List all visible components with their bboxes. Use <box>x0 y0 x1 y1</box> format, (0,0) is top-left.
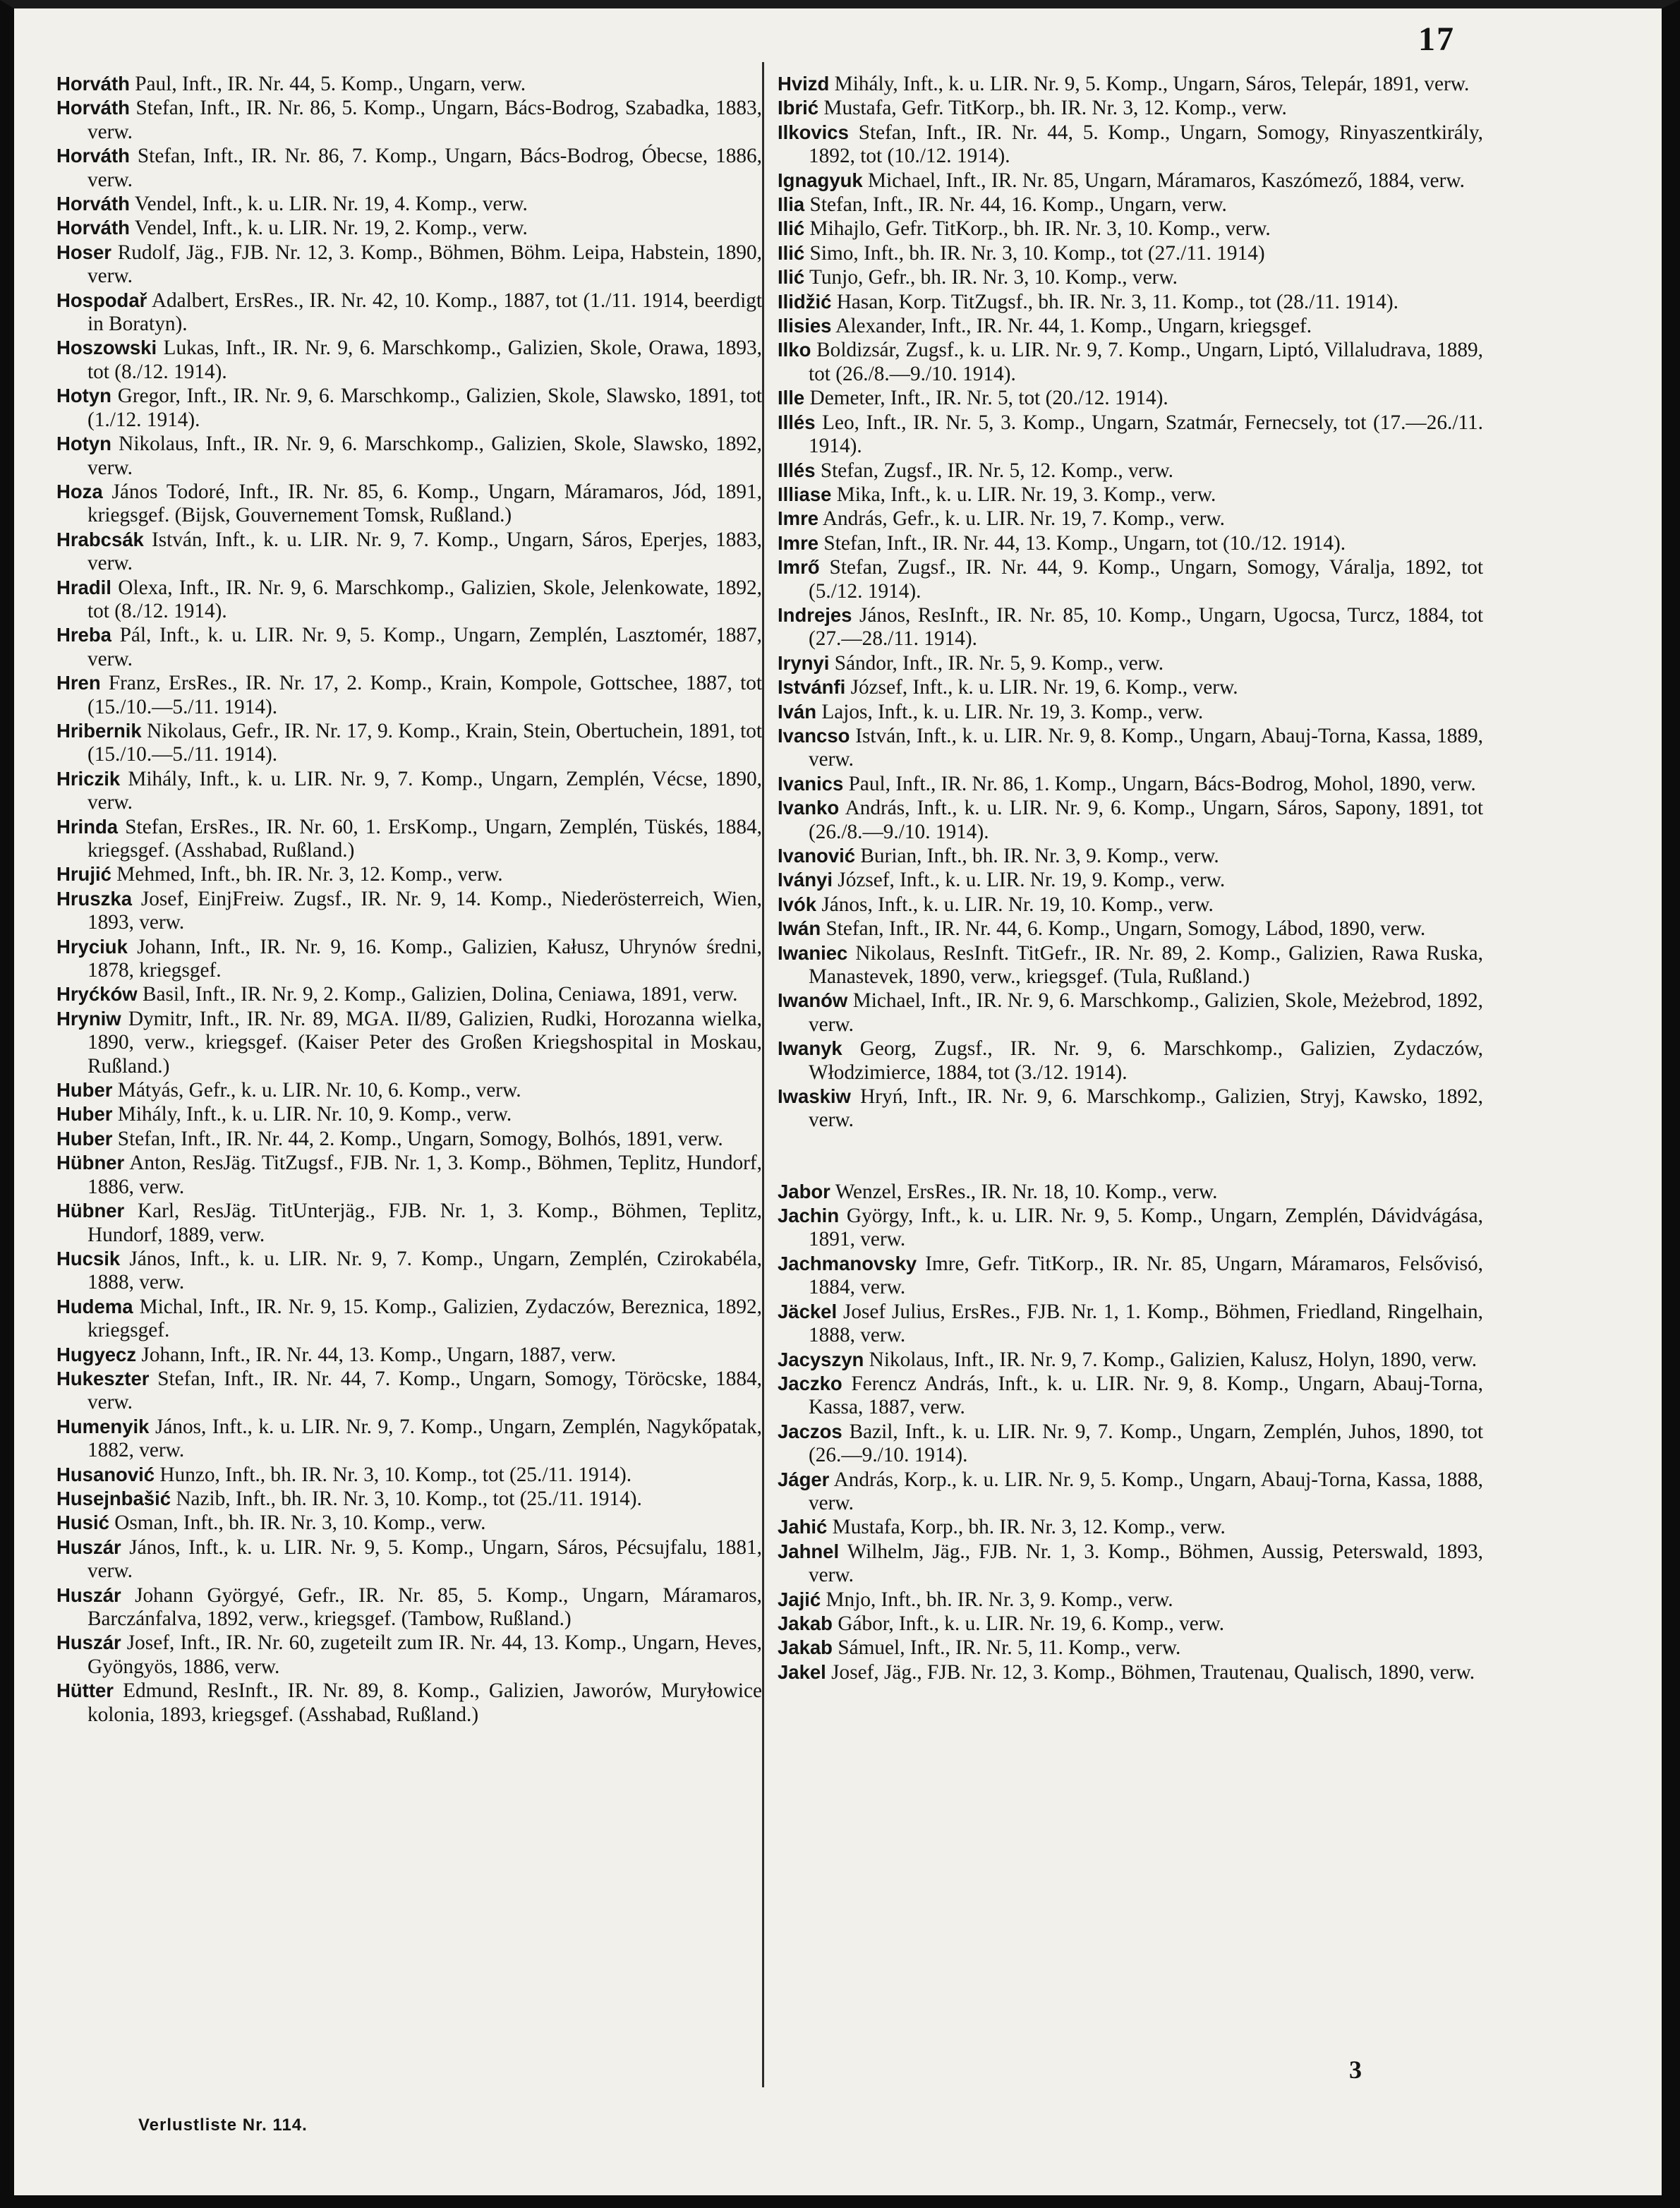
entry-surname: Hrinda <box>56 815 119 838</box>
entry-details: Ferencz András, Inft., k. u. LIR. Nr. 9, 8. Komp., Ungarn, Abauj-Torna, Kassa, 1887, verw. <box>809 1372 1484 1419</box>
entry-details: Nikolaus, Gefr., IR. Nr. 17, 9. Komp., Krain, Stein, Obertuchein, 1891, tot (15./10.—5./11. 1914). <box>87 719 762 766</box>
entry-details: Demeter, Inft., IR. Nr. 5, tot (20./12. 1914). <box>809 387 1168 410</box>
footer-note: Verlustliste Nr. 114. <box>138 2116 308 2135</box>
entry-surname: Illés <box>778 411 816 433</box>
list-entry <box>56 1295 762 1343</box>
entry-surname: Hrabcsák <box>56 528 144 550</box>
list-entry <box>56 1583 762 1631</box>
list-entry <box>778 507 1483 531</box>
entry-surname: Hütter <box>56 1679 114 1702</box>
entry-details: Rudolf, Jäg., FJB. Nr. 12, 3. Komp., Böhmen, Böhm. Leipa, Habstein, 1890, verw. <box>87 241 763 288</box>
entry-details: Mihály, Inft., k. u. LIR. Nr. 9, 7. Komp., Ungarn, Zemplén, Vécse, 1890, verw. <box>87 767 762 814</box>
entry-details: Mehmed, Inft., bh. IR. Nr. 3, 12. Komp., verw. <box>116 863 503 886</box>
entry-details: Bazil, Inft., k. u. LIR. Nr. 9, 7. Komp., Ungarn, Zemplén, Juhos, 1890, tot (26.—9./10. 1914). <box>809 1420 1483 1467</box>
list-entry <box>56 216 762 240</box>
entry-surname: Hvizd <box>778 73 830 95</box>
entry-surname: Imrő <box>778 556 820 579</box>
entry-details: János Todoré, Inft., IR. Nr. 85, 6. Komp., Ungarn, Máramaros, Jód, 1891, kriegsgef. (Bijsk, Gouvernement Tomsk, Rußland.) <box>87 480 762 527</box>
list-entry <box>778 459 1483 483</box>
entry-surname: Iwaniec <box>778 941 848 964</box>
entry-surname: Jakel <box>778 1660 826 1683</box>
entry-surname: Husić <box>56 1512 109 1534</box>
entry-details: Mátyás, Gefr., k. u. LIR. Nr. 10, 6. Komp., verw. <box>117 1079 521 1102</box>
entry-details: Paul, Inft., IR. Nr. 86, 1. Komp., Ungarn, Bács-Bodrog, Mohol, 1890, verw. <box>848 772 1476 795</box>
entry-details: Olexa, Inft., IR. Nr. 9, 6. Marschkomp., Galizien, Skole, Jelenkowate, 1892, tot (8./12. 1914). <box>87 576 762 622</box>
entry-surname: Iwanów <box>778 989 848 1012</box>
list-entry <box>778 1252 1483 1300</box>
entry-details: András, Gefr., k. u. LIR. Nr. 19, 7. Komp., verw. <box>822 507 1225 531</box>
entry-details: Stefan, Inft., IR. Nr. 44, 13. Komp., Ungarn, tot (10./12. 1914). <box>823 531 1346 555</box>
entry-surname: Iwanyk <box>778 1037 842 1060</box>
entry-details: György, Inft., k. u. LIR. Nr. 9, 5. Komp., Ungarn, Zemplén, Dávidvágása, 1891, verw. <box>809 1205 1483 1251</box>
entry-details: János, Inft., k. u. LIR. Nr. 9, 5. Komp., Ungarn, Sáros, Pécsujfalu, 1881, verw. <box>87 1536 763 1583</box>
entry-surname: Hryćków <box>56 983 138 1006</box>
entry-surname: Horváth <box>56 73 130 95</box>
entry-details: Johann, Inft., IR. Nr. 44, 13. Komp., Ungarn, 1887, verw. <box>141 1343 617 1366</box>
entry-surname: Hryciuk <box>56 935 128 958</box>
list-entry <box>56 623 762 671</box>
entry-surname: Jahić <box>778 1516 828 1538</box>
list-entry <box>778 989 1483 1037</box>
list-entry <box>778 555 1483 603</box>
list-entry <box>56 1102 762 1126</box>
entry-surname: Jajić <box>778 1588 821 1610</box>
entry-details: János, Inft., k. u. LIR. Nr. 19, 10. Komp., verw. <box>821 893 1214 916</box>
entry-details: Mustafa, Gefr. TitKorp., bh. IR. Nr. 3, 12. Komp., verw. <box>823 97 1287 120</box>
entry-surname: Ilko <box>778 339 811 361</box>
list-entry <box>56 862 762 886</box>
list-entry <box>56 767 762 815</box>
entry-surname: Ilkovics <box>778 121 849 143</box>
right-column-bottom <box>778 1180 1483 1685</box>
entry-surname: Jakab <box>778 1612 833 1634</box>
list-entry <box>778 241 1483 265</box>
entry-surname: Hreba <box>56 624 111 646</box>
entry-details: András, Inft., k. u. LIR. Nr. 9, 6. Komp., Ungarn, Sáros, Sapony, 1891, tot (26./8.—9./10. 1914). <box>809 797 1483 843</box>
list-entry <box>778 1540 1483 1588</box>
list-entry <box>778 290 1483 314</box>
list-entry <box>56 336 762 384</box>
section-gap <box>778 1133 1483 1156</box>
list-entry <box>778 1085 1483 1133</box>
entry-details: Sándor, Inft., IR. Nr. 5, 9. Komp., verw. <box>834 651 1164 675</box>
list-entry <box>56 384 762 432</box>
entry-details: Mnjo, Inft., bh. IR. Nr. 3, 9. Komp., verw. <box>826 1588 1173 1611</box>
section-gap <box>778 1156 1483 1179</box>
entry-surname: Husejnbašić <box>56 1487 171 1509</box>
list-entry <box>778 893 1483 917</box>
list-entry <box>778 1300 1483 1348</box>
entry-details: Karl, ResJäg. TitUnterjäg., FJB. Nr. 1, 3. Komp., Böhmen, Teplitz, Hundorf, 1889, verw. <box>87 1200 763 1246</box>
entry-details: Simo, Inft., bh. IR. Nr. 3, 10. Komp., tot (27./11. 1914) <box>809 241 1265 265</box>
entry-surname: Hotyn <box>56 433 111 455</box>
entry-surname: Hoza <box>56 480 103 502</box>
entry-surname: Huszár <box>56 1536 121 1558</box>
entry-details: Imre, Gefr. TitKorp., IR. Nr. 85, Ungarn, Máramaros, Felsővisó, 1884, verw. <box>809 1252 1484 1299</box>
entry-surname: Hren <box>56 672 101 694</box>
entry-details: Wilhelm, Jäg., FJB. Nr. 1, 3. Komp., Böhmen, Aussig, Peterswald, 1893, verw. <box>809 1540 1484 1587</box>
list-entry <box>778 338 1483 386</box>
entry-surname: Ivanko <box>778 797 840 819</box>
entry-surname: Hucsik <box>56 1247 121 1269</box>
list-entry <box>778 844 1483 868</box>
entry-surname: Iwán <box>778 917 821 940</box>
entry-details: Josef, Inft., IR. Nr. 60, zugeteilt zum IR. Nr. 44, 13. Komp., Ungarn, Heves, Gyöngyös, 1886, verw. <box>87 1631 763 1678</box>
entry-surname: Ivancso <box>778 724 850 747</box>
entry-details: Adalbert, ErsRes., IR. Nr. 42, 10. Komp., 1887, tot (1./11. 1914, beerdigt in Boratyn). <box>87 289 762 336</box>
entry-surname: Horváth <box>56 217 130 239</box>
entry-details: Franz, ErsRes., IR. Nr. 17, 2. Komp., Krain, Kompole, Gottschee, 1887, tot (15./10.—5./11. 1914). <box>87 672 762 718</box>
entry-details: Mihajlo, Gefr. TitKorp., bh. IR. Nr. 3, 10. Komp., verw. <box>809 217 1271 241</box>
list-entry <box>778 169 1483 193</box>
list-entry <box>778 1468 1483 1516</box>
entry-surname: Jabor <box>778 1180 830 1202</box>
list-entry <box>778 1588 1483 1612</box>
list-entry <box>778 603 1483 651</box>
entry-details: István, Inft., k. u. LIR. Nr. 9, 7. Komp., Ungarn, Sáros, Eperjes, 1883, verw. <box>87 528 763 575</box>
entry-details: Hryń, Inft., IR. Nr. 9, 6. Marschkomp., Galizien, Stryj, Kawsko, 1892, verw. <box>809 1085 1483 1132</box>
entry-details: Tunjo, Gefr., bh. IR. Nr. 3, 10. Komp., verw. <box>809 266 1178 289</box>
entry-details: Stefan, Inft., IR. Nr. 86, 5. Komp., Ungarn, Bács-Bodrog, Szabadka, 1883, verw. <box>87 97 763 143</box>
entry-details: Hasan, Korp. TitZugsf., bh. IR. Nr. 3, 11. Komp., tot (28./11. 1914). <box>836 290 1398 313</box>
list-entry <box>56 1415 762 1463</box>
entry-details: Gábor, Inft., k. u. LIR. Nr. 19, 6. Komp., verw. <box>838 1612 1225 1635</box>
entry-details: Burian, Inft., bh. IR. Nr. 3, 9. Komp., verw. <box>860 845 1219 867</box>
entry-surname: Iwaskiw <box>778 1085 851 1108</box>
entry-surname: Hotyn <box>56 385 111 407</box>
list-entry <box>778 121 1483 169</box>
entry-details: János, Inft., k. u. LIR. Nr. 9, 7. Komp., Ungarn, Zemplén, Czirokabéla, 1888, verw. <box>87 1247 762 1294</box>
list-entry <box>778 1180 1483 1204</box>
entry-surname: Indrejes <box>778 603 852 626</box>
entry-surname: Jachmanovsky <box>778 1252 917 1274</box>
list-entry <box>56 528 762 576</box>
list-entry <box>56 887 762 935</box>
list-entry <box>56 576 762 624</box>
entry-surname: Ivanović <box>778 845 856 867</box>
entry-details: Leo, Inft., IR. Nr. 5, 3. Komp., Ungarn, Szatmár, Fernecsely, tot (17.—26./11. 1914). <box>809 411 1483 458</box>
entry-surname: Hoser <box>56 241 111 263</box>
list-entry <box>56 96 762 144</box>
entry-details: Mika, Inft., k. u. LIR. Nr. 19, 3. Komp., verw. <box>836 483 1216 506</box>
entry-details: Stefan, Inft., IR. Nr. 44, 6. Komp., Ungarn, Somogy, Lábod, 1890, verw. <box>826 917 1426 941</box>
list-entry <box>56 671 762 719</box>
entry-details: Dymitr, Inft., IR. Nr. 89, MGA. II/89, Galizien, Rudki, Horozanna wielka, 1890, verw., kriegsgef. (Kaiser Peter des Großen Kriegshospital in Moskau, Rußland.) <box>87 1007 762 1078</box>
entry-details: Paul, Inft., IR. Nr. 44, 5. Komp., Ungarn, verw. <box>135 73 526 95</box>
entry-details: Pál, Inft., k. u. LIR. Nr. 9, 5. Komp., Ungarn, Zemplén, Lasztomér, 1887, verw. <box>87 624 762 670</box>
entry-details: Michal, Inft., IR. Nr. 9, 15. Komp., Galizien, Zydaczów, Bereznica, 1892, kriegsgef. <box>87 1295 762 1342</box>
right-column-top <box>778 72 1483 1133</box>
entry-details: Basil, Inft., IR. Nr. 9, 2. Komp., Galizien, Dolina, Ceniawa, 1891, verw. <box>142 983 738 1006</box>
list-entry <box>56 1247 762 1295</box>
entry-details: Boldizsár, Zugsf., k. u. LIR. Nr. 9, 7. Komp., Ungarn, Liptó, Villaludrava, 1889, tot (26./8.—9./10. 1914). <box>809 339 1483 385</box>
entry-details: Alexander, Inft., IR. Nr. 44, 1. Komp., Ungarn, kriegsgef. <box>835 315 1312 338</box>
list-entry <box>56 480 762 528</box>
entry-surname: Ilisies <box>778 315 832 337</box>
list-entry <box>56 1511 762 1535</box>
entry-details: Gregor, Inft., IR. Nr. 9, 6. Marschkomp., Galizien, Skole, Slawsko, 1891, tot (1./12. 1914). <box>87 385 762 431</box>
list-entry <box>56 1343 762 1367</box>
list-entry <box>56 1631 762 1679</box>
list-entry <box>56 1127 762 1151</box>
list-entry <box>56 1367 762 1415</box>
entry-surname: Illiase <box>778 483 832 505</box>
list-entry <box>56 432 762 480</box>
entry-surname: Hübner <box>56 1200 125 1222</box>
list-entry <box>778 411 1483 459</box>
list-entry <box>778 772 1483 796</box>
entry-details: Nazib, Inft., bh. IR. Nr. 3, 10. Komp., tot (25./11. 1914). <box>176 1487 642 1510</box>
entry-details: Georg, Zugsf., IR. Nr. 9, 6. Marschkomp., Galizien, Zydaczów, Włodzimierce, 1884, tot (3./12. 1914). <box>809 1037 1483 1084</box>
list-entry <box>56 192 762 216</box>
entry-surname: Huber <box>56 1103 113 1126</box>
entry-surname: Hospodař <box>56 289 147 311</box>
entry-surname: Hudema <box>56 1295 133 1317</box>
entry-surname: Hradil <box>56 576 111 598</box>
entry-surname: Ibrić <box>778 97 819 119</box>
list-entry <box>778 1204 1483 1252</box>
entry-details: Vendel, Inft., k. u. LIR. Nr. 19, 4. Komp., verw. <box>134 193 528 216</box>
entry-details: János, Inft., k. u. LIR. Nr. 9, 7. Komp., Ungarn, Zemplén, Nagykőpatak, 1882, verw. <box>87 1415 762 1462</box>
entry-details: Edmund, ResInft., IR. Nr. 89, 8. Komp., Galizien, Jaworów, Muryłowice kolonia, 1893, kriegsgef. (Asshabad, Rußland.) <box>87 1679 762 1726</box>
entry-surname: Jakab <box>778 1636 833 1659</box>
list-entry <box>778 917 1483 941</box>
entry-details: Stefan, Inft., IR. Nr. 44, 5. Komp., Ungarn, Somogy, Rinyaszentkirály, 1892, tot (10./12. 1914). <box>809 121 1484 168</box>
entry-surname: Jäckel <box>778 1300 838 1322</box>
entry-surname: Hriczik <box>56 767 121 790</box>
list-entry <box>778 796 1483 844</box>
entry-details: Michael, Inft., IR. Nr. 9, 6. Marschkomp., Galizien, Skole, Meżebrod, 1892, verw. <box>809 989 1483 1036</box>
list-entry <box>778 72 1483 96</box>
list-entry <box>778 1348 1483 1372</box>
entry-details: András, Korp., k. u. LIR. Nr. 9, 5. Komp., Ungarn, Abauj-Torna, Kassa, 1888, verw. <box>809 1468 1483 1514</box>
entry-details: József, Inft., k. u. LIR. Nr. 19, 9. Komp., verw. <box>838 869 1226 892</box>
list-entry <box>778 314 1483 338</box>
list-entry <box>778 531 1483 555</box>
entry-details: Josef Julius, ErsRes., FJB. Nr. 1, 1. Komp., Böhmen, Friedland, Ringelhain, 1888, verw. <box>809 1300 1483 1347</box>
entry-surname: Ignagyuk <box>778 169 863 191</box>
entry-details: Nikolaus, Inft., IR. Nr. 9, 6. Marschkomp., Galizien, Skole, Slawsko, 1892, verw. <box>87 433 763 479</box>
entry-surname: Hübner <box>56 1152 125 1174</box>
entry-surname: Huszár <box>56 1583 121 1606</box>
list-entry <box>778 868 1483 892</box>
entry-surname: Ille <box>778 387 805 409</box>
list-entry <box>778 1372 1483 1420</box>
list-entry <box>56 815 762 863</box>
entry-surname: Hryniw <box>56 1007 121 1030</box>
entry-details: István, Inft., k. u. LIR. Nr. 9, 8. Komp., Ungarn, Abauj-Torna, Kassa, 1889, verw. <box>809 724 1484 771</box>
entry-surname: Ivanics <box>778 772 844 795</box>
list-entry <box>778 675 1483 699</box>
entry-details: Stefan, Zugsf., IR. Nr. 44, 9. Komp., Ungarn, Somogy, Váralja, 1892, tot (5./12. 1914). <box>809 556 1483 603</box>
entry-details: Stefan, Inft., IR. Nr. 44, 2. Komp., Ungarn, Somogy, Bolhós, 1891, verw. <box>117 1127 723 1150</box>
entry-surname: Imre <box>778 531 819 554</box>
entry-surname: Iványi <box>778 869 833 891</box>
entry-surname: Horváth <box>56 145 130 167</box>
list-entry <box>56 289 762 337</box>
list-entry <box>56 1679 762 1727</box>
list-entry <box>778 1636 1483 1660</box>
entry-surname: Illés <box>778 459 816 481</box>
list-entry <box>56 144 762 192</box>
entry-details: Josef, Jäg., FJB. Nr. 12, 3. Komp., Böhmen, Trautenau, Qualisch, 1890, verw. <box>831 1660 1475 1684</box>
entry-details: Stefan, Inft., IR. Nr. 86, 7. Komp., Ungarn, Bács-Bodrog, Óbecse, 1886, verw. <box>87 145 763 191</box>
entry-surname: Ivók <box>778 893 817 915</box>
entry-surname: Hribernik <box>56 719 142 742</box>
list-entry <box>778 386 1483 410</box>
entry-details: Johann, Inft., IR. Nr. 9, 16. Komp., Galizien, Kałusz, Uhrynów średni, 1878, kriegsgef. <box>87 935 762 982</box>
entry-details: Nikolaus, Inft., IR. Nr. 9, 7. Komp., Galizien, Kalusz, Holyn, 1890, verw. <box>869 1348 1477 1371</box>
entry-details: Nikolaus, ResInft. TitGefr., IR. Nr. 89, 2. Komp., Galizien, Rawa Ruska, Manastevek, 1890, verw., kriegsgef. (Tula, Rußland.) <box>809 941 1483 989</box>
column-divider <box>762 62 764 2087</box>
entry-surname: Jaczos <box>778 1420 842 1442</box>
entry-details: Lajos, Inft., k. u. LIR. Nr. 19, 3. Komp., verw. <box>821 700 1204 723</box>
entry-surname: Iván <box>778 700 817 723</box>
list-entry <box>56 1487 762 1511</box>
entry-surname: Hrujić <box>56 863 111 886</box>
list-entry <box>778 1420 1483 1468</box>
entry-details: Anton, ResJäg. TitZugsf., FJB. Nr. 1, 3. Komp., Böhmen, Teplitz, Hundorf, 1886, verw. <box>87 1152 762 1198</box>
list-entry <box>778 483 1483 507</box>
list-entry <box>56 241 762 289</box>
entry-surname: Huber <box>56 1127 113 1150</box>
entry-surname: Ilić <box>778 241 805 264</box>
list-entry <box>56 982 762 1006</box>
list-entry <box>56 719 762 767</box>
list-entry <box>778 724 1483 772</box>
entry-details: János, ResInft., IR. Nr. 85, 10. Komp., Ungarn, Ugocsa, Turcz, 1884, tot (27.—28./11. 1914). <box>809 603 1483 651</box>
list-entry <box>778 1660 1483 1684</box>
page-number: 17 <box>1418 20 1455 58</box>
entry-details: Johann Györgyé, Gefr., IR. Nr. 85, 5. Komp., Ungarn, Máramaros, Barczánfalva, 1892, verw., kriegsgef. (Tambow, Rußland.) <box>87 1583 763 1630</box>
entry-surname: Imre <box>778 507 819 530</box>
entry-surname: Jáger <box>778 1468 830 1490</box>
entry-surname: Huszár <box>56 1631 121 1654</box>
list-entry <box>56 1463 762 1487</box>
entry-details: Michael, Inft., IR. Nr. 85, Ungarn, Máramaros, Kaszómező, 1884, verw. <box>868 169 1465 192</box>
entry-details: József, Inft., k. u. LIR. Nr. 19, 6. Komp., verw. <box>850 676 1238 699</box>
entry-details: Mihály, Inft., k. u. LIR. Nr. 9, 5. Komp., Ungarn, Sáros, Telepár, 1891, verw. <box>834 73 1470 95</box>
entry-surname: Huber <box>56 1079 113 1102</box>
list-entry <box>56 1007 762 1078</box>
entry-surname: Hukeszter <box>56 1367 150 1389</box>
list-entry <box>778 193 1483 217</box>
entry-details: Stefan, Zugsf., IR. Nr. 5, 12. Komp., verw. <box>820 459 1173 482</box>
entry-surname: Jacyszyn <box>778 1348 864 1370</box>
entry-surname: Irynyi <box>778 651 830 674</box>
list-entry <box>56 1151 762 1199</box>
entry-surname: Horváth <box>56 97 130 119</box>
entry-surname: Ilić <box>778 217 805 240</box>
entry-surname: Hoszowski <box>56 337 157 359</box>
entry-details: Osman, Inft., bh. IR. Nr. 3, 10. Komp., verw. <box>114 1512 486 1535</box>
entry-details: Sámuel, Inft., IR. Nr. 5, 11. Komp., verw. <box>838 1636 1181 1660</box>
list-entry <box>778 217 1483 241</box>
list-entry <box>778 651 1483 675</box>
entry-surname: Ilidžić <box>778 290 832 313</box>
entry-surname: Hugyecz <box>56 1343 137 1365</box>
list-entry <box>56 1199 762 1247</box>
entry-details: Stefan, Inft., IR. Nr. 44, 7. Komp., Ungarn, Somogy, Töröcske, 1884, verw. <box>87 1367 762 1414</box>
list-entry <box>778 1515 1483 1539</box>
entry-details: Josef, EinjFreiw. Zugsf., IR. Nr. 9, 14. Komp., Niederösterreich, Wien, 1893, verw. <box>87 887 762 934</box>
entry-surname: Jachin <box>778 1205 840 1227</box>
list-entry <box>56 1078 762 1102</box>
entry-surname: Husanović <box>56 1463 155 1485</box>
entry-details: Vendel, Inft., k. u. LIR. Nr. 19, 2. Komp., verw. <box>134 217 528 240</box>
list-entry <box>778 96 1483 120</box>
entry-details: Hunzo, Inft., bh. IR. Nr. 3, 10. Komp., tot (25./11. 1914). <box>159 1463 632 1486</box>
list-entry <box>778 1612 1483 1636</box>
entry-details: Stefan, ErsRes., IR. Nr. 60, 1. ErsKomp., Ungarn, Zemplén, Tüskés, 1884, kriegsgef. (Asshabad, Rußland.) <box>87 815 763 862</box>
entry-surname: Horváth <box>56 193 130 215</box>
entry-details: Wenzel, ErsRes., IR. Nr. 18, 10. Komp., verw. <box>835 1180 1218 1203</box>
list-entry <box>56 935 762 983</box>
sheet-mark: 3 <box>1349 2056 1362 2084</box>
entry-surname: Ilia <box>778 193 805 216</box>
list-entry <box>56 72 762 96</box>
entry-details: Mihály, Inft., k. u. LIR. Nr. 10, 9. Komp., verw. <box>117 1103 512 1126</box>
list-entry <box>778 941 1483 989</box>
entry-details: Mustafa, Korp., bh. IR. Nr. 3, 12. Komp., verw. <box>832 1516 1226 1539</box>
left-column <box>56 72 762 1727</box>
list-entry <box>778 1037 1483 1085</box>
entry-surname: Jahnel <box>778 1540 840 1562</box>
list-entry <box>56 1536 762 1583</box>
entry-surname: Hruszka <box>56 887 132 910</box>
entry-details: Stefan, Inft., IR. Nr. 44, 16. Komp., Ungarn, verw. <box>809 193 1227 217</box>
list-entry <box>778 265 1483 289</box>
entry-surname: Jaczko <box>778 1372 842 1394</box>
right-column <box>778 72 1483 1684</box>
list-entry <box>778 700 1483 724</box>
entry-surname: Ilić <box>778 266 805 289</box>
entry-surname: Istvánfi <box>778 676 846 699</box>
entry-details: Lukas, Inft., IR. Nr. 9, 6. Marschkomp., Galizien, Skole, Orawa, 1893, tot (8./12. 1914). <box>87 337 762 383</box>
entry-surname: Humenyik <box>56 1415 150 1437</box>
